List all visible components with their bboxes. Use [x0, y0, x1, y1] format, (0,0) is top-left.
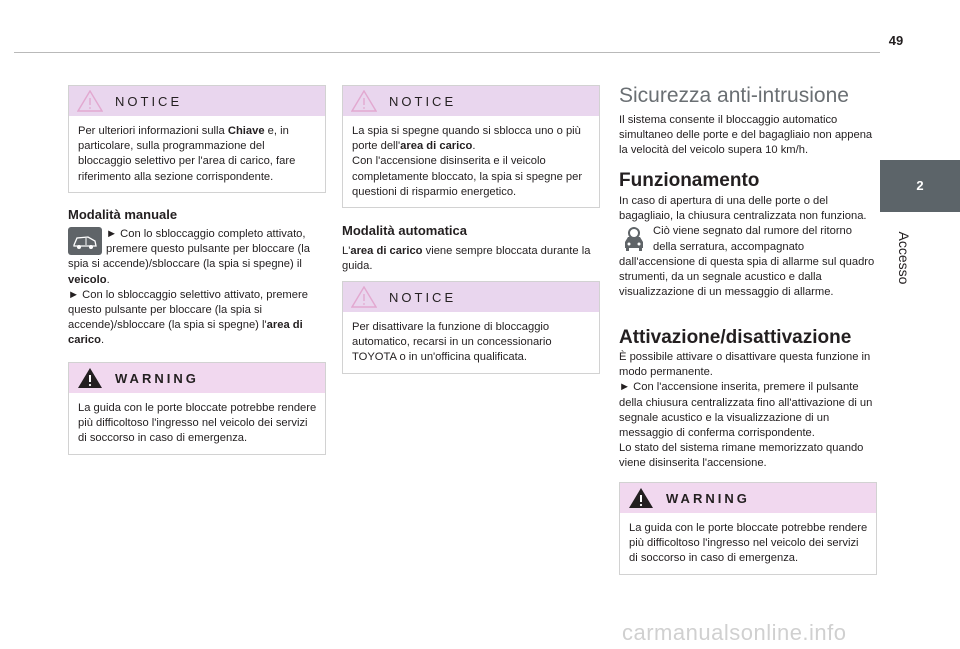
activation-text: È possibile attivare o disattivare questa funzione in modo permanente. ► Con l'accensione inserita, premere il pulsante della chiusura centralizzata fino all'attivazione di un segnale acustico e la visualizzazione di un messaggio di conferma corrispondente. Lo stato del sistema rimane memorizzato quando viene disinserita l'accensione.	[619, 351, 873, 470]
watermark: carmanualsonline.info	[622, 620, 847, 645]
notice-box	[342, 85, 600, 208]
section-title: Sicurezza anti-intrusione	[619, 84, 849, 107]
chapter-label: Accesso	[896, 231, 912, 285]
functioning-text: In caso di apertura di una delle porte o del bagagliaio, la chiusura centralizzata non funziona. Ciò viene segnato dal rumore del ritorno della serratura, accompagnato dall'accensione di questa spia di allarme sul quadro strumenti, da un segnale acustico e dalla visualizzazione di un messaggio di allarme.	[619, 195, 875, 299]
manual-mode-heading: Modalità manuale	[68, 207, 178, 222]
notice-title: NOTICE	[115, 94, 183, 109]
cargo-lock-button-icon	[68, 227, 102, 255]
page-number: 49	[888, 33, 904, 48]
auto-mode-heading: Modalità automatica	[342, 223, 467, 238]
notice-text: Per ulteriori informazioni sulla Chiave e, in particolare, sulla programmazione del bloccaggio selettivo per l'area di carico, fare riferimento alla sezione corrispondente.	[78, 125, 296, 183]
warning-title: WARNING	[115, 371, 199, 386]
warning-triangle-icon	[628, 487, 654, 509]
warning-title: WARNING	[666, 491, 750, 506]
warning-triangle-icon	[77, 367, 103, 389]
warning-text: La guida con le porte bloccate potrebbe rendere più difficoltoso l'ingresso nel veicolo dei servizi di soccorso in caso di emergenza.	[629, 522, 868, 565]
notice-triangle-icon	[77, 90, 103, 112]
notice-text: La spia si spegne quando si sblocca uno o più porte dell'area di carico. Con l'accensione disinserita e il veicolo completamente bloccato, la spia si spegne per questioni di risparmio energetico.	[352, 125, 583, 198]
warning-box	[68, 362, 326, 455]
notice-title: NOTICE	[389, 290, 457, 305]
intro-text: Il sistema consente il bloccaggio automatico simultaneo delle porte e del bagagliaio non appena la velocità del veicolo supera 10 km/h.	[619, 114, 873, 157]
notice-text: Per disattivare la funzione di bloccaggio automatico, recarsi in un concessionario TOYOTA o in un'officina qualificata.	[352, 321, 552, 364]
notice-triangle-icon	[351, 286, 377, 308]
anti-intrusion-warning-icon	[619, 224, 649, 254]
warning-box	[619, 482, 877, 575]
notice-title: NOTICE	[389, 94, 457, 109]
notice-box	[342, 281, 600, 374]
warning-text: La guida con le porte bloccate potrebbe rendere più difficoltoso l'ingresso nel veicolo dei servizi di soccorso in caso di emergenza.	[78, 402, 317, 445]
notice-box	[68, 85, 326, 193]
chapter-tab[interactable]: 2	[880, 160, 960, 212]
header-rule	[14, 52, 880, 53]
manual-mode-text: ► Con lo sbloccaggio completo attivato, premere questo pulsante per bloccare (la spia si accende)/sbloccare (la spia si spegne) il veicolo. ► Con lo sbloccaggio selettivo attivato, premere questo pulsante per bloccare (la spia si accende)/sbloccare (la spia si spegne) l'area di carico.	[68, 228, 310, 347]
auto-mode-text: L'area di carico viene sempre bloccata durante la guida.	[342, 245, 591, 273]
activation-heading: Attivazione/disattivazione	[619, 327, 852, 348]
functioning-heading: Funzionamento	[619, 170, 760, 191]
notice-triangle-icon	[351, 90, 377, 112]
